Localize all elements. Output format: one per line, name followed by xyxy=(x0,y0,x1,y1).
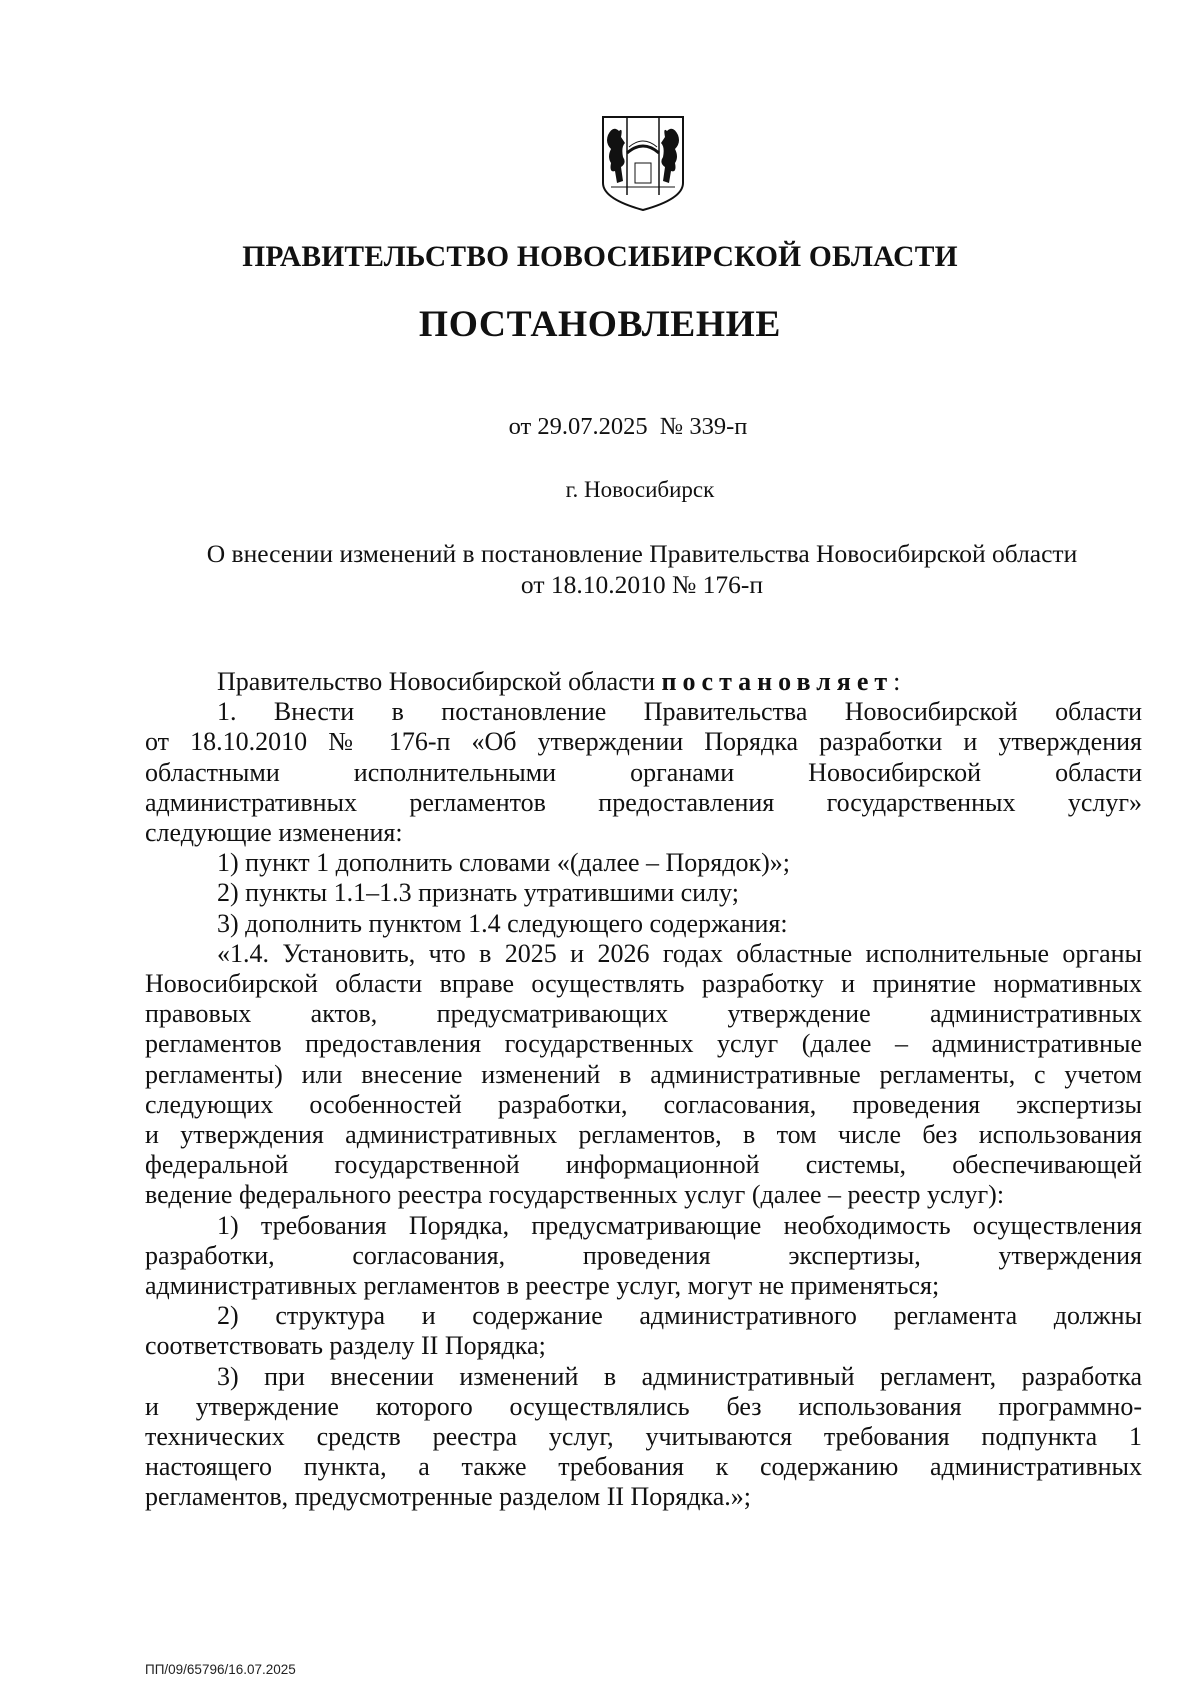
body-line: «1.4. Установить, что в 2025 и 2026 годах областные исполнительные органы xyxy=(217,938,1142,968)
body-line: и утверждение которого осуществлялись без использования программно- xyxy=(145,1391,1142,1421)
body-line: регламентов, предусмотренные разделом II Порядка.»; xyxy=(145,1482,751,1512)
body-line: ведение федерального реестра государственных услуг (далее – реестр услуг): xyxy=(145,1180,1005,1210)
body-line: 1) пункт 1 дополнить словами «(далее – Порядок)»; xyxy=(217,848,791,878)
body-line: регламенты) или внесение изменений в административные регламенты, с учетом xyxy=(145,1059,1142,1089)
document-type-title: ПОСТАНОВЛЕНИЕ xyxy=(418,304,782,345)
body-line: 2) структура и содержание административного регламента должны xyxy=(217,1301,1142,1331)
body-line: областными исполнительными органами Новосибирской области xyxy=(145,757,1142,787)
body-line: настоящего пункта, а также требования к содержанию административных xyxy=(145,1452,1142,1482)
body-line: правовых актов, предусматривающих утверждение административных xyxy=(145,999,1142,1029)
body-line: 2) пункты 1.1–1.3 признать утратившими силу; xyxy=(217,878,739,908)
body-line: 3) при внесении изменений в административный регламент, разработка xyxy=(217,1361,1142,1391)
intro-keyword: постановляет xyxy=(661,667,894,696)
organization-title: ПРАВИТЕЛЬСТВО НОВОСИБИРСКОЙ ОБЛАСТИ xyxy=(242,241,958,273)
body-line: соответствовать разделу II Порядка; xyxy=(145,1331,546,1361)
body-line: административных регламентов предоставления государственных услуг» xyxy=(145,787,1142,817)
document-body xyxy=(145,667,1142,1513)
body-line: разработки, согласования, проведения экспертизы, утверждения xyxy=(145,1240,1142,1270)
subject-line-2: от 18.10.2010 № 176-п xyxy=(520,570,764,599)
body-line: следующих особенностей разработки, согласования, проведения экспертизы xyxy=(145,1089,1142,1119)
resolution-intro xyxy=(145,667,1142,697)
coat-of-arms-icon xyxy=(599,113,687,213)
body-line: регламентов предоставления государственных услуг (далее – административные xyxy=(145,1029,1142,1059)
body-line: 1. Внести в постановление Правительства Новосибирской области xyxy=(217,697,1142,727)
body-line: технических средств реестра услуг, учитываются требования подпункта 1 xyxy=(145,1422,1142,1452)
body-line: Новосибирской области вправе осуществлять разработку и принятие нормативных xyxy=(145,969,1142,999)
body-line: 3) дополнить пунктом 1.4 следующего содержания: xyxy=(217,908,788,938)
body-line: федеральной государственной информационной системы, обеспечивающей xyxy=(145,1150,1142,1180)
document-city: г. Новосибирск xyxy=(565,477,715,502)
body-line: 1) требования Порядка, предусматривающие необходимость осуществления xyxy=(217,1210,1142,1240)
intro-text: Правительство Новосибирской области xyxy=(217,667,662,696)
body-line: следующие изменения: xyxy=(145,818,403,848)
document-footer-code: ПП/09/65796/16.07.2025 xyxy=(145,1662,296,1677)
intro-colon: : xyxy=(893,667,901,696)
document-subject xyxy=(42,538,1200,600)
subject-line-1: О внесении изменений в постановление Правительства Новосибирской области xyxy=(206,539,1078,568)
body-line: от 18.10.2010 № 176-п «Об утверждении Порядка разработки и утверждения xyxy=(145,727,1142,757)
document-date-number: от 29.07.2025 № 339-п xyxy=(508,413,748,440)
body-line: административных регламентов в реестре услуг, могут не применяться; xyxy=(145,1271,940,1301)
body-line: и утверждения административных регламентов, в том числе без использования xyxy=(145,1120,1142,1150)
